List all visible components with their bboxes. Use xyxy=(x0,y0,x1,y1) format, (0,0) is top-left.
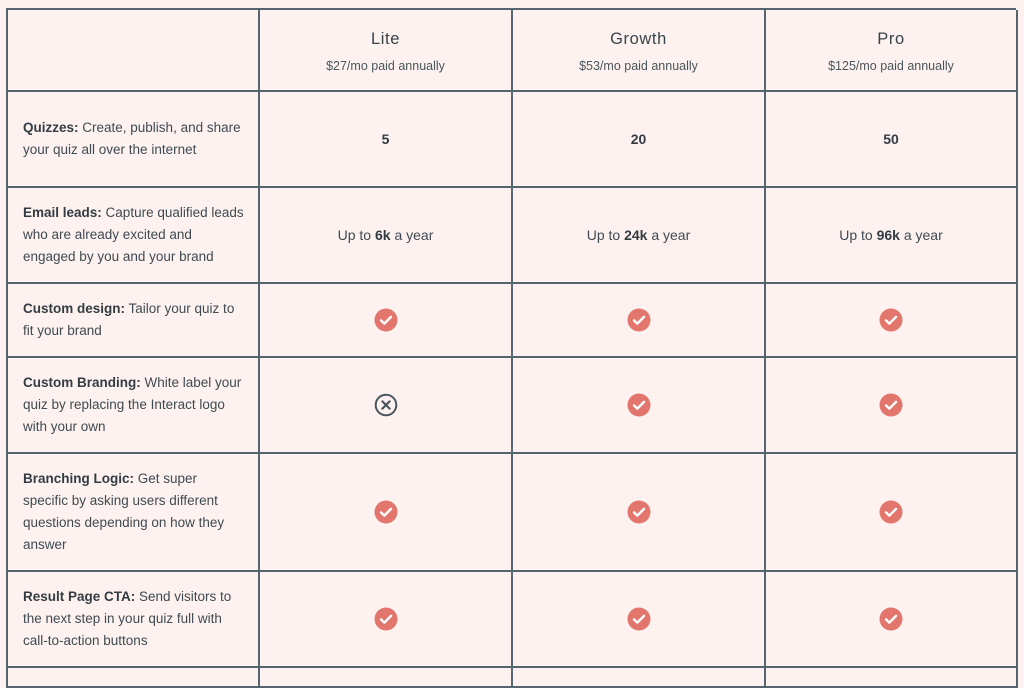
check-icon xyxy=(374,308,398,332)
plan-header-growth xyxy=(513,10,766,92)
feature-result-page-cta xyxy=(8,572,260,668)
check-icon xyxy=(879,308,903,332)
check-icon xyxy=(627,500,651,524)
x-icon xyxy=(374,393,398,417)
custom-design-growth xyxy=(513,284,766,358)
check-icon xyxy=(627,308,651,332)
pricing-comparison-table xyxy=(6,8,1016,688)
custom-design-lite xyxy=(260,284,513,358)
feature-email-leads xyxy=(8,188,260,284)
feature-title: Result Page CTA: xyxy=(23,589,136,604)
feature-description: Send visitors to the next step in your quiz full with call-to-action buttons xyxy=(23,589,232,648)
next-row-lite xyxy=(260,668,513,688)
next-row-growth xyxy=(513,668,766,688)
leads-suffix: a year xyxy=(390,227,434,243)
check-icon xyxy=(879,500,903,524)
header-empty-cell xyxy=(8,10,260,92)
leads-value: 24k xyxy=(624,227,648,243)
check-icon xyxy=(879,607,903,631)
plan-name: Growth xyxy=(610,29,667,48)
leads-prefix: Up to xyxy=(337,227,375,243)
check-icon xyxy=(879,393,903,417)
quizzes-pro: 50 xyxy=(766,92,1018,188)
email-leads-growth xyxy=(513,188,766,284)
feature-description: Create, publish, and share your quiz all over the internet xyxy=(23,120,241,157)
plan-header-lite xyxy=(260,10,513,92)
branching-logic-growth xyxy=(513,454,766,572)
plan-price: $53/mo paid annually xyxy=(579,58,698,73)
plan-price: $27/mo paid annually xyxy=(326,58,445,73)
custom-branding-lite xyxy=(260,358,513,454)
plan-name: Pro xyxy=(877,29,905,48)
plan-price: $125/mo paid annually xyxy=(828,58,954,73)
branching-logic-pro xyxy=(766,454,1018,572)
feature-title: Email leads: xyxy=(23,205,102,220)
quizzes-lite: 5 xyxy=(260,92,513,188)
feature-quizzes xyxy=(8,92,260,188)
result-cta-growth xyxy=(513,572,766,668)
leads-value: 6k xyxy=(374,227,391,243)
leads-prefix: Up to xyxy=(586,227,625,243)
result-cta-pro xyxy=(766,572,1018,668)
quizzes-growth: 20 xyxy=(513,92,766,188)
feature-description: Get super specific by asking users different questions depending on how they answer xyxy=(23,471,225,552)
feature-description: Tailor your quiz to fit your brand xyxy=(23,301,235,338)
check-icon xyxy=(374,500,398,524)
check-icon xyxy=(627,393,651,417)
custom-branding-pro xyxy=(766,358,1018,454)
leads-suffix: a year xyxy=(899,227,943,243)
plan-name: Lite xyxy=(370,29,400,48)
check-icon xyxy=(374,607,398,631)
feature-custom-design xyxy=(8,284,260,358)
result-cta-lite xyxy=(260,572,513,668)
feature-description: White label your quiz by replacing the Interact logo with your own xyxy=(23,375,242,434)
custom-branding-growth xyxy=(513,358,766,454)
leads-suffix: a year xyxy=(647,227,691,243)
feature-title: Custom Branding: xyxy=(23,375,141,390)
feature-description: Capture qualified leads who are already excited and engaged by you and your brand xyxy=(23,205,244,264)
leads-value: 96k xyxy=(876,227,900,243)
leads-prefix: Up to xyxy=(839,227,877,243)
branching-logic-lite xyxy=(260,454,513,572)
plan-header-pro xyxy=(766,10,1018,92)
feature-custom-branding xyxy=(8,358,260,454)
feature-branching-logic xyxy=(8,454,260,572)
email-leads-pro xyxy=(766,188,1018,284)
next-row-pro xyxy=(766,668,1018,688)
feature-title: Quizzes: xyxy=(23,120,79,135)
feature-title: Custom design: xyxy=(23,301,126,316)
email-leads-lite xyxy=(260,188,513,284)
feature-title: Branching Logic: xyxy=(23,471,134,486)
custom-design-pro xyxy=(766,284,1018,358)
next-row-feature xyxy=(8,668,260,688)
check-icon xyxy=(627,607,651,631)
